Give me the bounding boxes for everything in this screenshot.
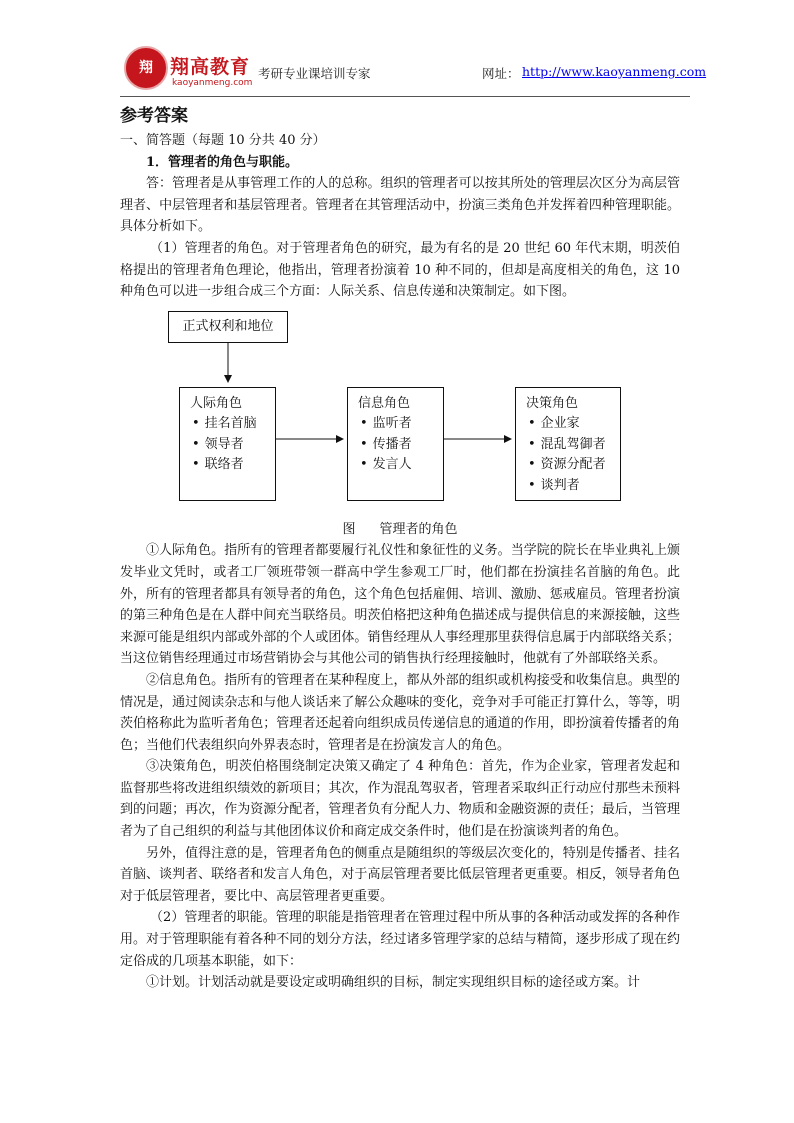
- diagram-caption: [120, 519, 680, 541]
- role-item: • 谈判者: [516, 476, 620, 497]
- decisional-role-title: 决策角色: [526, 395, 579, 411]
- role-item: • 挂名首脑: [180, 414, 275, 435]
- header-divider: [120, 96, 690, 97]
- logo-url: kaoyanmeng.com: [172, 78, 253, 88]
- question-heading: 1．管理者的角色与职能。: [146, 154, 299, 170]
- paragraph-informational: ②信息角色。指所有的管理者在某种程度上，都从外部的组织或机构接受和收集信息。典型的情况是，通过阅读杂志和与他人谈话来了解公众趣味的变化，竞争对手可能正打算什么，等等，明茨伯格称此为监听者角色；管理者还起着向组织成员传递信息的通道的作用，即扮演着传播者的角色；当他们代表组织向外界表态时，管理者是在扮演发言人的角色。: [120, 672, 680, 753]
- logo-seal-icon: 翔: [124, 46, 168, 90]
- paragraph-planning: ①计划。计划活动就是要设定或明确组织的目标，制定实现组织目标的途径或方案。计: [146, 975, 641, 991]
- answer-intro: 答：管理者是从事管理工作的人的总称。组织的管理者可以按其所处的管理层次区分为高层管理者、中层管理者和基层管理者。管理者在其管理活动中，扮演三类角色并发挥着四种管理职能。具体分析如下。: [120, 176, 680, 235]
- interpersonal-role-title: 人际角色: [190, 395, 243, 411]
- role-item: • 领导者: [180, 435, 275, 456]
- interpersonal-role-box: [179, 387, 276, 501]
- website-link[interactable]: http://www.kaoyanmeng.com: [522, 64, 707, 79]
- page-header: [120, 46, 707, 96]
- caption-label: 图: [342, 521, 356, 537]
- website-label: 网址：: [482, 66, 520, 81]
- part2-paragraph: （2）管理者的职能。管理的职能是指管理者在管理过程中所从事的各种活动或发挥的各种作用。对于管理职能有着各种不同的划分方法，经过诸多管理学家的总结与精简，逐步形成了现在约定俗成的几项基本职能，如下：: [120, 910, 680, 969]
- role-item: • 企业家: [516, 414, 620, 435]
- formal-authority-label: 正式权利和地位: [182, 318, 274, 334]
- informational-role-box: [347, 387, 444, 501]
- role-item: • 资源分配者: [516, 455, 620, 476]
- document-body: [120, 103, 680, 994]
- paragraph-note: 另外，值得注意的是，管理者角色的侧重点是随组织的等级层次变化的，特别是传播者、挂名首脑、谈判者、联络者和发言人角色，对于高层管理者要比低层管理者更重要。相反，领导者角色对于低层管理者，要比中、高层管理者更重要。: [120, 845, 680, 904]
- header-tagline: 考研专业课培训专家: [258, 66, 371, 81]
- paragraph-decisional: ③决策角色，明茨伯格围绕制定决策又确定了 4 种角色：首先，作为企业家，管理者发起和监督那些将改进组织绩效的新项目；其次，作为混乱驾驭者，管理者采取纠正行动应付那些未预料到的问题；再次，作为资源分配者，管理者负有分配人力、物质和金融资源的责任；最后，当管理者为了自己组织的利益与其他团体议价和商定成交条件时，他们是在扮演谈判者的角色。: [120, 759, 680, 840]
- role-item: • 联络者: [180, 455, 275, 476]
- decisional-role-box: [515, 387, 621, 501]
- role-item: • 监听者: [348, 414, 443, 435]
- role-item: • 发言人: [348, 455, 443, 476]
- informational-role-title: 信息角色: [358, 395, 411, 411]
- page-title: 参考答案: [120, 106, 188, 126]
- logo-name: 翔高教育: [170, 56, 251, 78]
- role-item: • 传播者: [348, 435, 443, 456]
- caption-text: 管理者的角色: [379, 521, 458, 537]
- part1-paragraph: （1）管理者的角色。对于管理者角色的研究，最为有名的是 20 世纪 60 年代末期，明茨伯格提出的管理者角色理论，他指出，管理者扮演着 10 种不同的，但却是高度相关的角色，这 10 种角色可以进一步组合成三个方面：人际关系、信息传递和决策制定。如下图。: [120, 240, 680, 300]
- role-item: • 混乱驾御者: [516, 435, 620, 456]
- roles-diagram: [120, 311, 680, 517]
- section-heading: 一、简答题（每题 10 分共 40 分）: [120, 133, 326, 148]
- paragraph-interpersonal: ①人际角色。指所有的管理者都要履行礼仪性和象征性的义务。当学院的院长在毕业典礼上颁发毕业文凭时，或者工厂领班带领一群高中学生参观工厂时，他们都在扮演挂名首脑的角色。此外，所有的管理者都具有领导者的角色，这个角色包括雇佣、培训、激励、惩戒雇员。管理者扮演的第三种角色是在人群中间充当联络员。明茨伯格把这种角色描述成与提供信息的来源接触，这些来源可能是组织内部或外部的个人或团体。销售经理从人事经理那里获得信息属于内部联络关系；当这位销售经理通过市场营销协会与其他公司的销售执行经理接触时，他就有了外部联络关系。: [120, 543, 680, 667]
